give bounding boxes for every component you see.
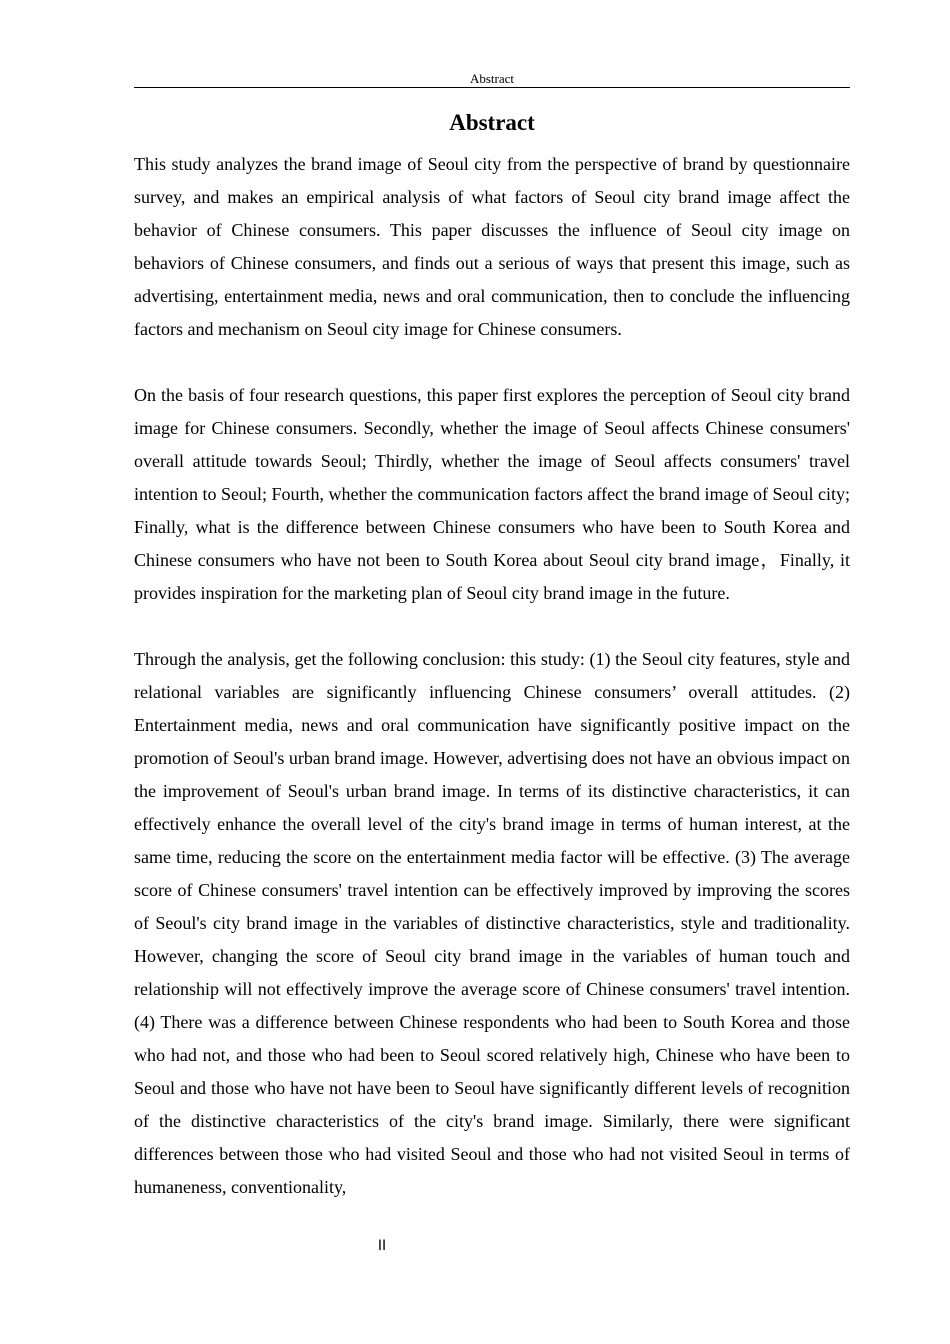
abstract-paragraph-3: Through the analysis, get the following conclusion: this study: (1) the Seoul city features, style and relational variables are significantly influencing Chinese consumers’ overall attitudes. (2) Entertainment media, news and oral communication have significantly positive impact on the promotion of Seoul's urban brand image. However, advertising does not have an obvious impact on the improvement of Seoul's urban brand image. In terms of its distinctive characteristics, it can effectively enhance the overall level of the city's brand image in terms of human interest, at the same time, reducing the score on the entertainment media factor will be effective. (3) The average score of Chinese consumers' travel intention can be effectively improved by improving the scores of Seoul's city brand image in the variables of distinctive characteristics, style and traditionality. However, changing the score of Seoul city brand image in the variables of human touch and relationship will not effectively improve the average score of Chinese consumers' travel intention. (4) There was a difference between Chinese respondents who had been to South Korea and those who had not, and those who had been to Seoul scored relatively high, Chinese who have been to Seoul and those who have not have been to Seoul have significantly different levels of recognition of the distinctive characteristics of the city's brand image. Similarly, there were significant differences between those who had visited Seoul and those who had not visited Seoul in terms of humaneness, conventionality,	[134, 649, 850, 1197]
running-header-title: Abstract	[469, 71, 515, 86]
abstract-paragraph-1: This study analyzes the brand image of Seoul city from the perspective of brand by questionnaire survey, and makes an empirical analysis of what factors of Seoul city brand image affect the behavior of Chinese consumers. This paper discusses the influence of Seoul city image on behaviors of Chinese consumers, and finds out a serious of ways that present this image, such as advertising, entertainment media, news and oral communication, then to conclude the influencing factors and mechanism on Seoul city image for Chinese consumers.	[134, 154, 850, 339]
abstract-paragraph-2: On the basis of four research questions, this paper first explores the perception of Seoul city brand image for Chinese consumers. Secondly, whether the image of Seoul affects Chinese consumers' overall attitude towards Seoul; Thirdly, whether the image of Seoul affects consumers' travel intention to Seoul; Fourth, whether the communication factors affect the brand image of Seoul city; Finally, what is the difference between Chinese consumers who have been to South Korea and Chinese consumers who have not been to South Korea about Seoul city brand image，Finally, it provides inspiration for the marketing plan of Seoul city brand image in the future.	[134, 385, 850, 603]
page-number: II	[377, 1238, 387, 1254]
running-header	[134, 70, 850, 88]
abstract-body	[134, 148, 850, 1237]
section-title: Abstract	[449, 110, 535, 135]
